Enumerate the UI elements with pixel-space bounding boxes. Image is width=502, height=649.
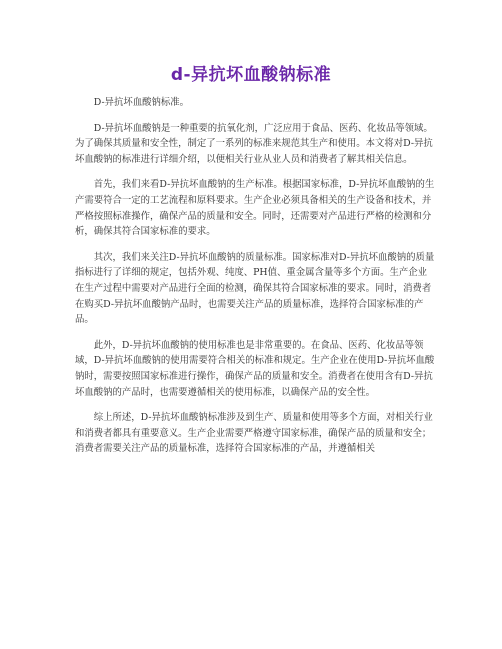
document-body (75, 95, 435, 467)
lead-paragraph: D-异抗坏血酸钠标准。 (93, 97, 190, 108)
paragraph-3: 其次，我们来关注D-异抗坏血酸钠的质量标准。国家标准对D-异抗坏血酸钠的质量指标进行了详细的规定，包括外观、纯度、PH值、重金属含量等多个方面。生产企业在生产过程中需要对产品进行全面的检测，确保其符合国家标准的要求。同时，消费者在购买D-异抗坏血酸钠产品时，也需要关注产品的质量标准，选择符合国家标准的产品。 (75, 251, 435, 326)
paragraph-5: 综上所述，D-异抗坏血酸钠标准涉及到生产、质量和使用等多个方面，对相关行业和消费者都具有重要意义。生产企业需要严格遵守国家标准，确保产品的质量和安全；消费者需要关注产品的质量标准，选择符合国家标准的产品，并遵循相关 (75, 412, 433, 455)
paragraph-1: D-异抗坏血酸钠是一种重要的抗氧化剂，广泛应用于食品、医药、化妆品等领域。为了确保其质量和安全性，制定了一系列的标准来规范其生产和使用。本文将对D-异抗坏血酸钠的标准进行详细介绍，以便相关行业从业人员和消费者了解其相关信息。 (75, 122, 433, 165)
paragraph-2: 首先，我们来看D-异抗坏血酸钠的生产标准。根据国家标准，D-异抗坏血酸钠的生产需要符合一定的工艺流程和原料要求。生产企业必须具备相关的生产设备和技术，并严格按照标准操作，确保产品的质量和安全。同时，还需要对产品进行严格的检测和分析，确保其符合国家标准的要求。 (75, 179, 435, 238)
document-title: d-异抗坏血酸钠标准 (170, 65, 332, 85)
paragraph-4: 此外，D-异抗坏血酸钠的使用标准也是非常重要的。在食品、医药、化妆品等领域，D-异抗坏血酸钠的使用需要符合相关的标准和规定。生产企业在使用D-异抗坏血酸钠时，需要按照国家标准进行操作，确保产品的质量和安全。消费者在使用含有D-异抗坏血酸钠的产品时，也需要遵循相关的使用标准，以确保产品的安全性。 (75, 339, 435, 398)
